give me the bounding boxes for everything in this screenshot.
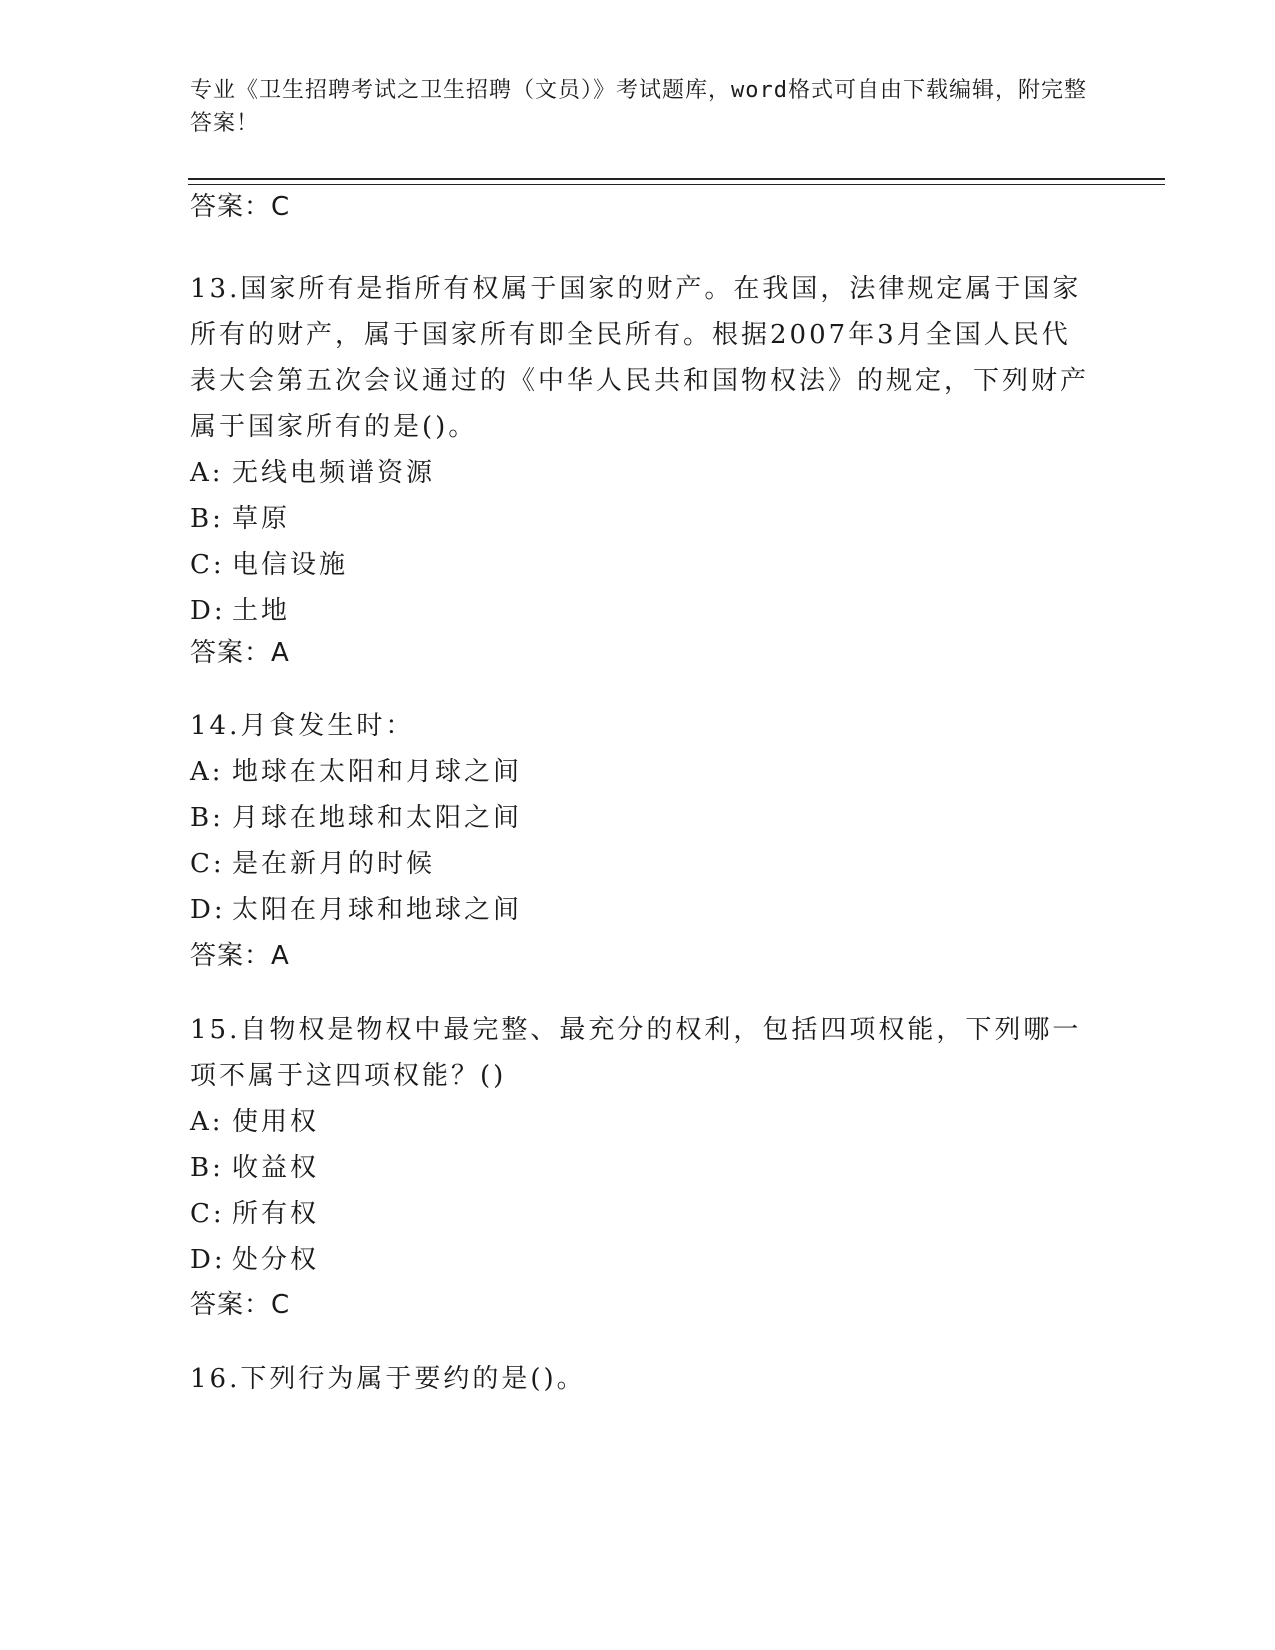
question-text: 16.下列行为属于要约的是()。 [190,1364,586,1394]
option-key: A: [190,1107,224,1137]
option-text: 月球在地球和太阳之间 [232,803,523,833]
option-b [190,496,1090,542]
option-text: 太阳在月球和地球之间 [232,895,523,925]
option-key: D: [190,1245,226,1275]
answer-13: 答案：A [190,638,290,668]
question-16 [190,1356,1090,1402]
answer-15: 答案：C [190,1290,291,1320]
document-header: 专业《卫生招聘考试之卫生招聘（文员）》考试题库，word格式可自由下载编辑，附完整答案！ [190,78,1087,136]
option-text: 是在新月的时候 [232,849,436,879]
option-a [190,1099,1090,1145]
option-key: C: [190,550,225,580]
option-key: A: [190,757,224,787]
option-c [190,1191,1090,1237]
option-text: 土地 [232,596,291,626]
question-14 [190,703,1090,933]
question-text: 14.月食发生时： [190,711,415,741]
previous-answer: 答案：C [190,192,291,222]
option-key: C: [190,1199,225,1229]
option-b [190,795,1090,841]
question-text: 13.国家所有是指所有权属于国家的财产。在我国，法律规定属于国家所有的财产，属于国家所有即全民所有。根据2007年3月全国人民代表大会第五次会议通过的《中华人民共和国物权法》的规定，下列财产属于国家所有的是()。 [190,274,1090,442]
option-key: B: [190,1153,224,1183]
option-b [190,1145,1090,1191]
option-key: D: [190,895,226,925]
option-text: 无线电频谱资源 [232,458,436,488]
option-a [190,450,1090,496]
option-key: B: [190,803,224,833]
question-15 [190,1007,1090,1283]
option-d [190,887,1090,933]
question-text: 15.自物权是物权中最完整、最充分的权利，包括四项权能，下列哪一项不属于这四项权能？() [190,1015,1082,1091]
option-key: C: [190,849,225,879]
option-text: 所有权 [232,1199,320,1229]
answer-14: 答案：A [190,941,290,971]
option-d [190,588,1090,634]
header-rule-thin [188,184,1165,185]
option-text: 电信设施 [232,550,349,580]
option-text: 地球在太阳和月球之间 [232,757,523,787]
option-key: A: [190,458,224,488]
option-d [190,1237,1090,1283]
option-a [190,749,1090,795]
option-text: 使用权 [232,1107,320,1137]
option-key: B: [190,504,224,534]
option-text: 处分权 [232,1245,320,1275]
option-text: 收益权 [232,1153,320,1183]
option-text: 草原 [232,504,291,534]
header-rule-thick [188,178,1165,180]
question-13 [190,266,1090,634]
option-c [190,841,1090,887]
option-key: D: [190,596,226,626]
option-c [190,542,1090,588]
